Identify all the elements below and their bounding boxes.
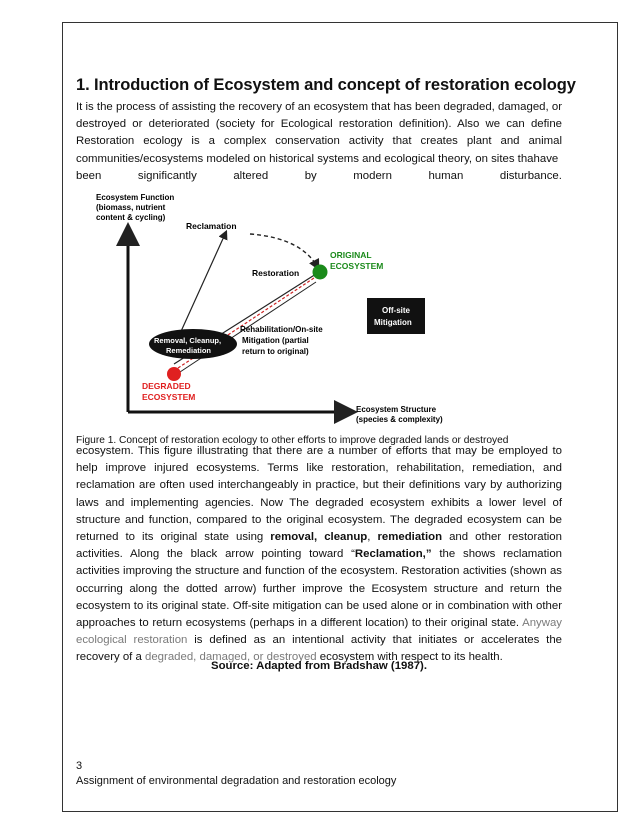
source-line: Source: Adapted from Bradshaw (1987). (210, 660, 428, 672)
x-axis-label: (species & complexity) (356, 415, 443, 424)
removal-label: Removal, Cleanup, (154, 336, 222, 345)
intro-word: been (76, 169, 102, 182)
y-axis-label: content & cycling) (96, 213, 166, 222)
body-bold: remediation (377, 531, 443, 544)
intro-word: altered (233, 169, 269, 182)
y-axis-label: (biomass, nutrient (96, 203, 166, 212)
offsite-label: Off-site (382, 306, 410, 315)
original-label: ECOSYSTEM (330, 261, 384, 271)
body-paragraph (76, 443, 562, 667)
rehab-label: Rehabilitation/On-site (240, 325, 323, 334)
intro-word: significantly (137, 169, 197, 182)
rehab-label: return to original) (242, 347, 309, 356)
degraded-label: ECOSYSTEM (142, 392, 196, 402)
intro-last-line (76, 168, 562, 185)
removal-label: Remediation (166, 346, 212, 355)
offsite-box (367, 298, 425, 334)
reclamation-arrow (178, 232, 226, 338)
body-text: the shows reclamation activities improving the structure and function of the ecosystem. Restoration activities (shown as occurring along the dotted arrow) further improve the Ecosystem structure and return the ecosystem to its original state. Off-site mitigation can be used alone or in combination with other approaches to return ecosystems (perhaps in a different location) to their original state. (76, 548, 562, 630)
y-axis-label: Ecosystem Function (96, 193, 175, 202)
intro-word: human (428, 169, 464, 182)
offsite-label: Mitigation (374, 318, 412, 327)
figure-caption: Figure 1. Concept of restoration ecology to other efforts to improve degraded lands or destroyed (76, 435, 509, 446)
page-number: 3 (76, 760, 83, 772)
original-label: ORIGINAL (330, 250, 372, 260)
restoration-label: Restoration (252, 268, 300, 278)
body-text: , (367, 531, 378, 544)
reclamation-label: Reclamation (186, 221, 237, 231)
body-text: ecosystem. This figure illustrating that there are a number of efforts that may be employed to help improve injured ecosystems. Terms like restoration, rehabilitation, remediation, and reclamation are often used interchangeably in practice, but their definitions vary by authorizing laws and implementing agencies. Now The degraded ecosystem exhibits a lower level of structure and function, compared to the original ecosystem. The degraded ecosystem can be returned to its original state using (76, 445, 562, 544)
original-ecosystem-dot (313, 265, 328, 280)
body-text: and other restoration activities. Along the black arrow pointing toward “ (76, 531, 562, 561)
body-bold: removal, cleanup (270, 531, 368, 544)
footer-text: Assignment of environmental degradation and restoration ecology (76, 775, 397, 787)
section-heading: 1. Introduction of Ecosystem and concept of restoration ecology (76, 76, 576, 94)
degraded-label: DEGRADED (142, 381, 191, 391)
restoration-dotted-arrow (250, 234, 318, 268)
x-axis-label: Ecosystem Structure (356, 405, 437, 414)
intro-word: by (304, 169, 317, 182)
body-gray: Anyway ecological restoration (76, 617, 562, 647)
body-text: is defined as an intentional activity that initiates or accelerates the recovery of a (76, 634, 563, 664)
body-text: ecosystem with respect to its health. (316, 651, 503, 664)
intro-paragraph (76, 99, 562, 185)
restoration-figure (80, 186, 460, 430)
intro-word: disturbance. (499, 169, 562, 182)
intro-word: modern (353, 169, 392, 182)
degraded-ecosystem-dot (167, 367, 181, 381)
body-gray: degraded, damaged, or destroyed (145, 651, 317, 664)
rehab-label: Mitigation (partial (242, 336, 309, 345)
intro-text: It is the process of assisting the recovery of an ecosystem that has been degraded, damaged, or destroyed or deteriorated (society for Ecological restoration definition). Also we can define Restoration ecology is a complex conservation activity that creates plant and animal communities/ecosystems modeled on historical systems and ecological theory, on sites thahave (76, 101, 562, 165)
body-bold: Reclamation,” (354, 548, 432, 561)
